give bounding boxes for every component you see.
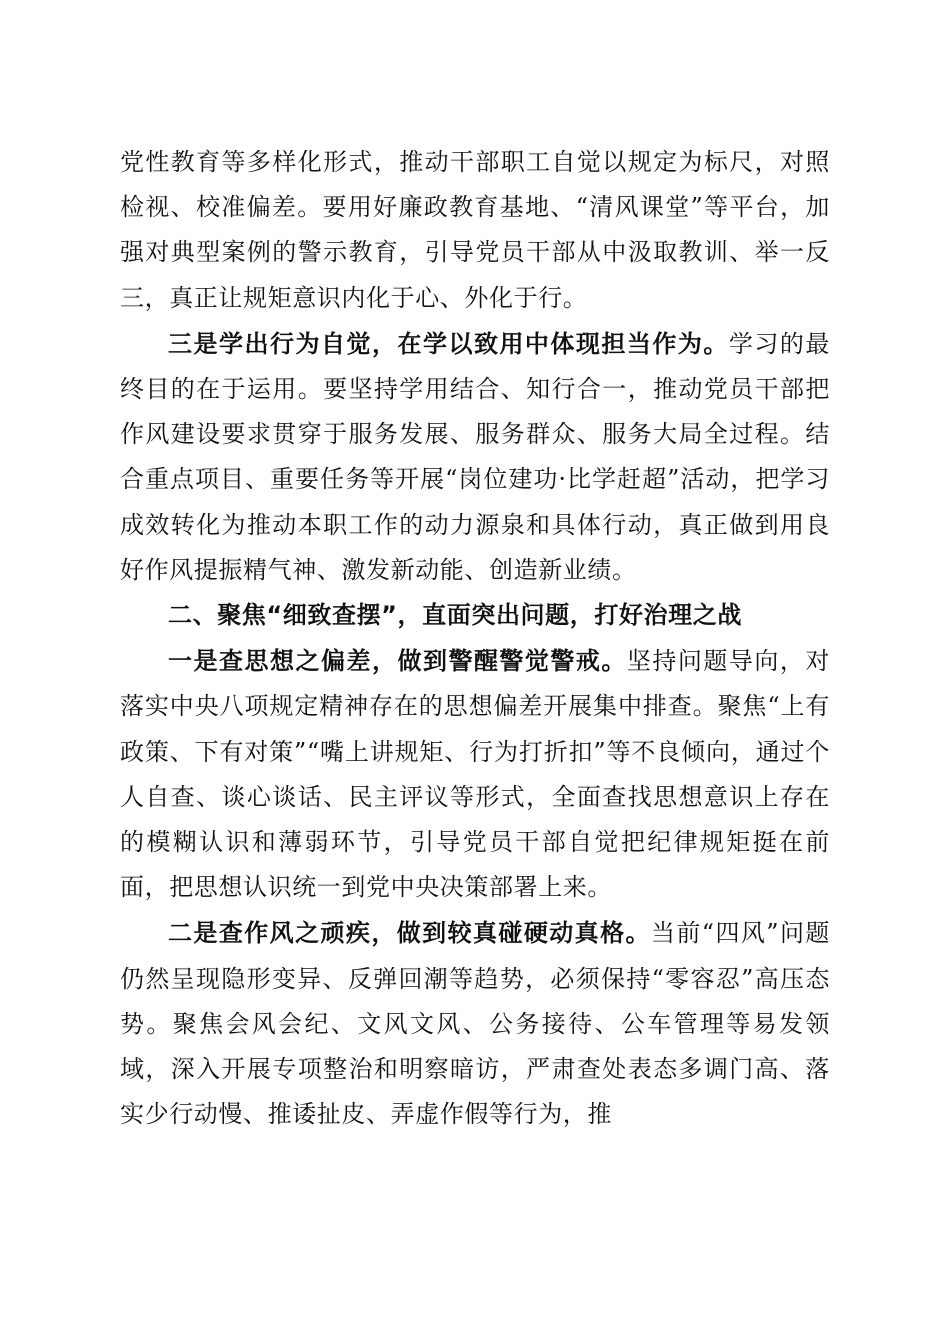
- paragraph-point-one: [120, 638, 830, 910]
- paragraph-lead: 二是查作风之顽疾，做到较真碰硬动真格。: [168, 918, 651, 948]
- paragraph-text: 当前“四风”问题仍然呈现隐形变异、反弹回潮等趋势，必须保持“零容忍”高压态势。聚焦会风会纪、文风文风、公务接待、公车管理等易发领域，深入开展专项整治和明察暗访，严肃查处表态多调门高、落实少行动慢、推诿扯皮、弄虚作假等行为，推: [120, 919, 830, 1129]
- paragraph-lead: 三是学出行为自觉，在学以致用中体现担当作为。: [168, 328, 729, 358]
- paragraph-text: 坚持问题导向，对落实中央八项规定精神存在的思想偏差开展集中排查。聚焦“上有政策、下有对策”“嘴上讲规矩、行为打折扣”等不良倾向，通过个人自查、谈心谈话、民主评议等形式，全面查找思想意识上存在的模糊认识和薄弱环节，引导党员干部自觉把纪律规矩挺在前面，把思想认识统一到党中央决策部署上来。: [120, 647, 830, 902]
- paragraph-point-two: [120, 910, 830, 1137]
- paragraph-text: 党性教育等多样化形式，推动干部职工自觉以规定为标尺，对照检视、校准偏差。要用好廉政教育基地、“清风课堂”等平台，加强对典型案例的警示教育，引导党员干部从中汲取教训、举一反三，真正让规矩意识内化于心、外化于行。: [120, 148, 830, 312]
- document-body: [120, 140, 830, 1137]
- section-heading: 二、聚焦“细致查摆”，直面突出问题，打好治理之战: [168, 601, 742, 630]
- paragraph-point-three: [120, 321, 830, 593]
- paragraph-lead: 一是查思想之偏差，做到警醒警觉警戒。: [168, 646, 627, 676]
- paragraph-text: 学习的最终目的在于运用。要坚持学用结合、知行合一，推动党员干部把作风建设要求贯穿于服务发展、服务群众、服务大局全过程。结合重点项目、重要任务等开展“岗位建功·比学赶超”活动，把学习成效转化为推动本职工作的动力源泉和具体行动，真正做到用良好作风提振精气神、激发新动能、创造新业绩。: [120, 329, 830, 584]
- paragraph-continuation: [120, 140, 830, 321]
